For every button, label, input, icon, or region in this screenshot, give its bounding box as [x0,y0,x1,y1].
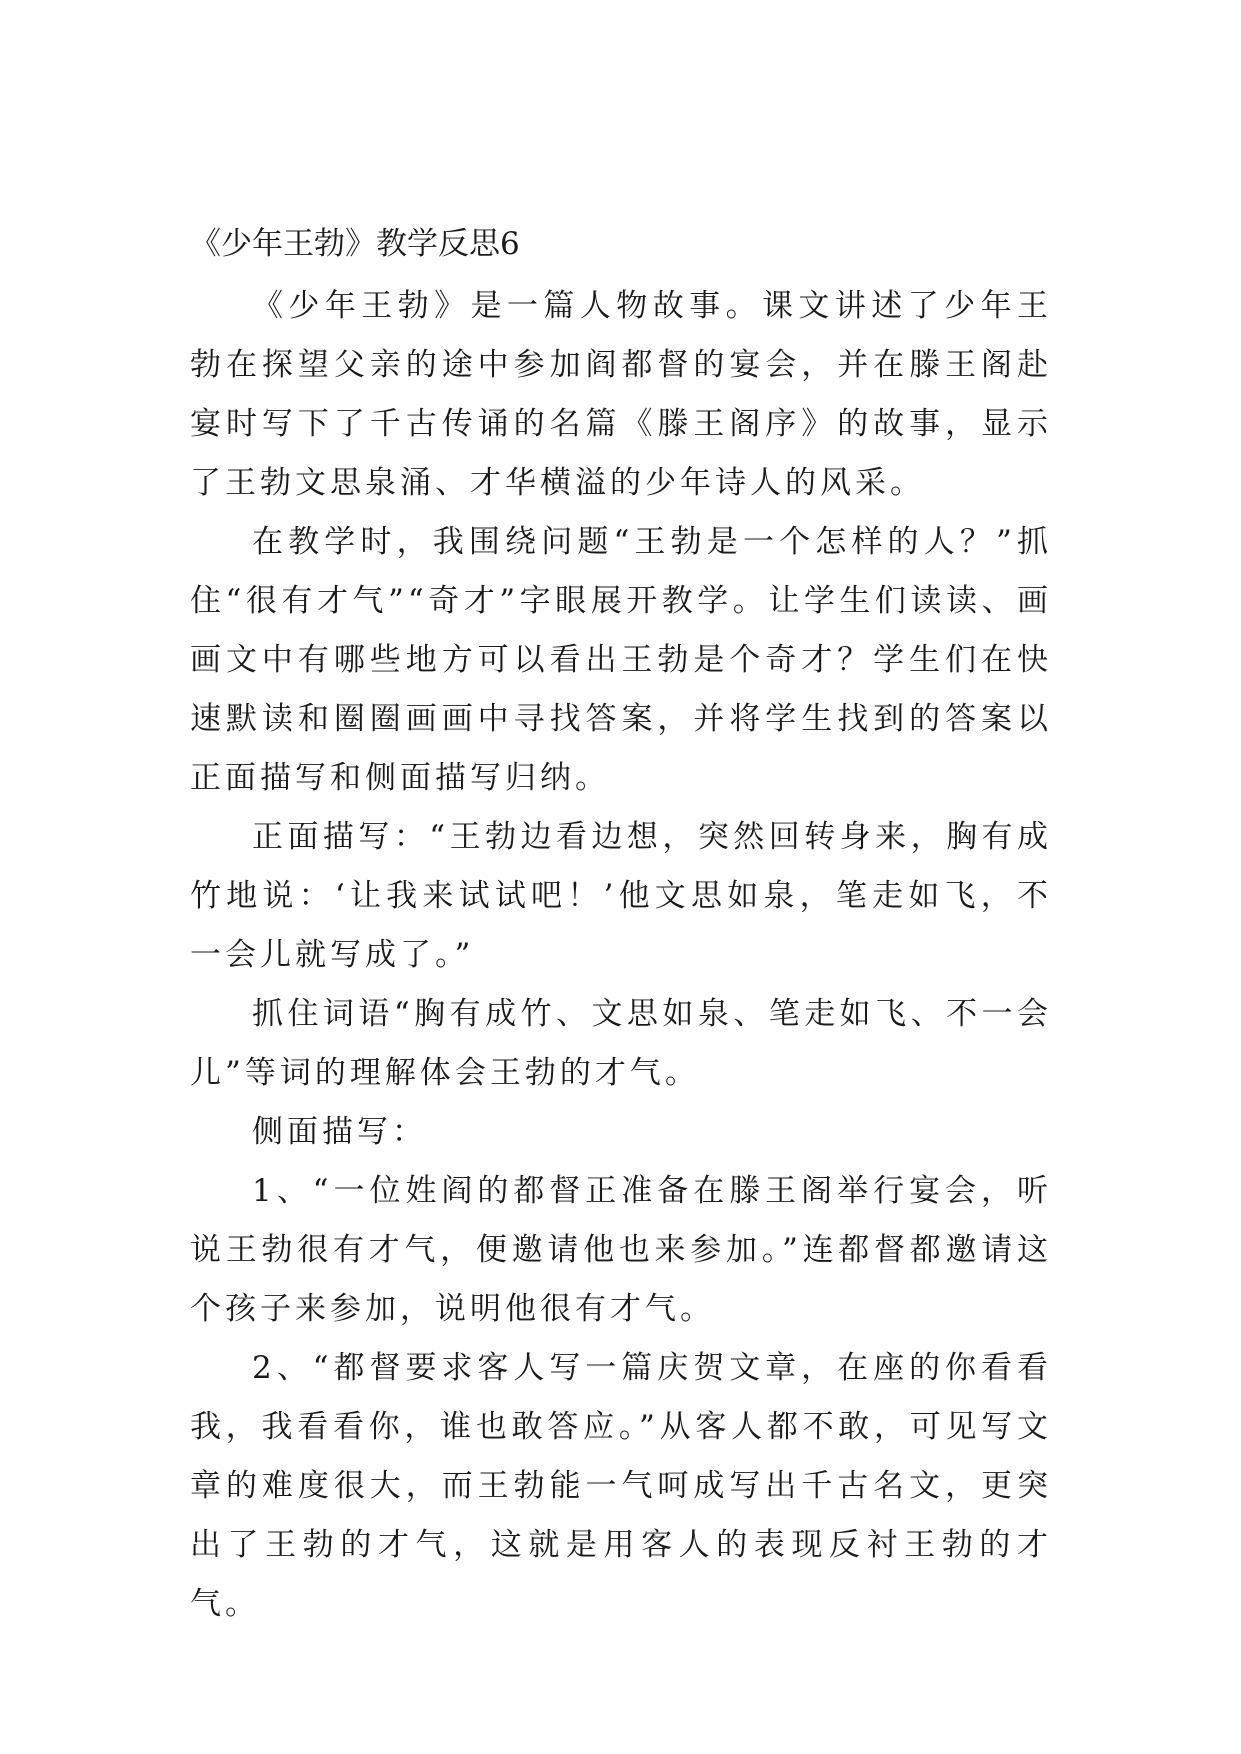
paragraph-point-1: 1、“一位姓阎的都督正准备在滕王阁举行宴会，听说王勃很有才气，便邀请他也来参加。”连都督都邀请这个孩子来参加，说明他很有才气。 [190,1173,1052,1327]
document-body [190,277,1052,1634]
paragraph-teaching: 在教学时，我围绕问题“王勃是一个怎样的人？”抓住“很有才气”“奇才”字眼展开教学。让学生们读读、画画文中有哪些地方可以看出王勃是个奇才？学生们在快速默读和圈圈画画中寻找答案，并将学生找到的答案以正面描写和侧面描写归纳。 [190,524,1052,796]
paragraph-direct-description: 正面描写：“王勃边看边想，突然回转身来，胸有成竹地说：‘让我来试试吧！’他文思如泉，笔走如飞，不一会儿就写成了。” [190,819,1052,973]
paragraph-intro: 《少年王勃》是一篇人物故事。课文讲述了少年王勃在探望父亲的途中参加阎都督的宴会，并在滕王阁赴宴时写下了千古传诵的名篇《滕王阁序》的故事，显示了王勃文思泉涌、才华横溢的少年诗人的风采。 [190,288,1052,501]
document-title: 《少年王勃》教学反思6 [190,226,520,262]
paragraph-point-2: 2、“都督要求客人写一篇庆贺文章，在座的你看看我，我看看你，谁也敢答应。”从客人都不敢，可见写文章的难度很大，而王勃能一气呵成写出千古名文，更突出了王勃的才气，这就是用客人的表现反衬王勃的才气。 [190,1350,1052,1622]
paragraph-key-words: 抓住词语“胸有成竹、文思如泉、笔走如飞、不一会儿”等词的理解体会王勃的才气。 [190,996,1052,1091]
paragraph-indirect-heading: 侧面描写： [252,1114,427,1150]
